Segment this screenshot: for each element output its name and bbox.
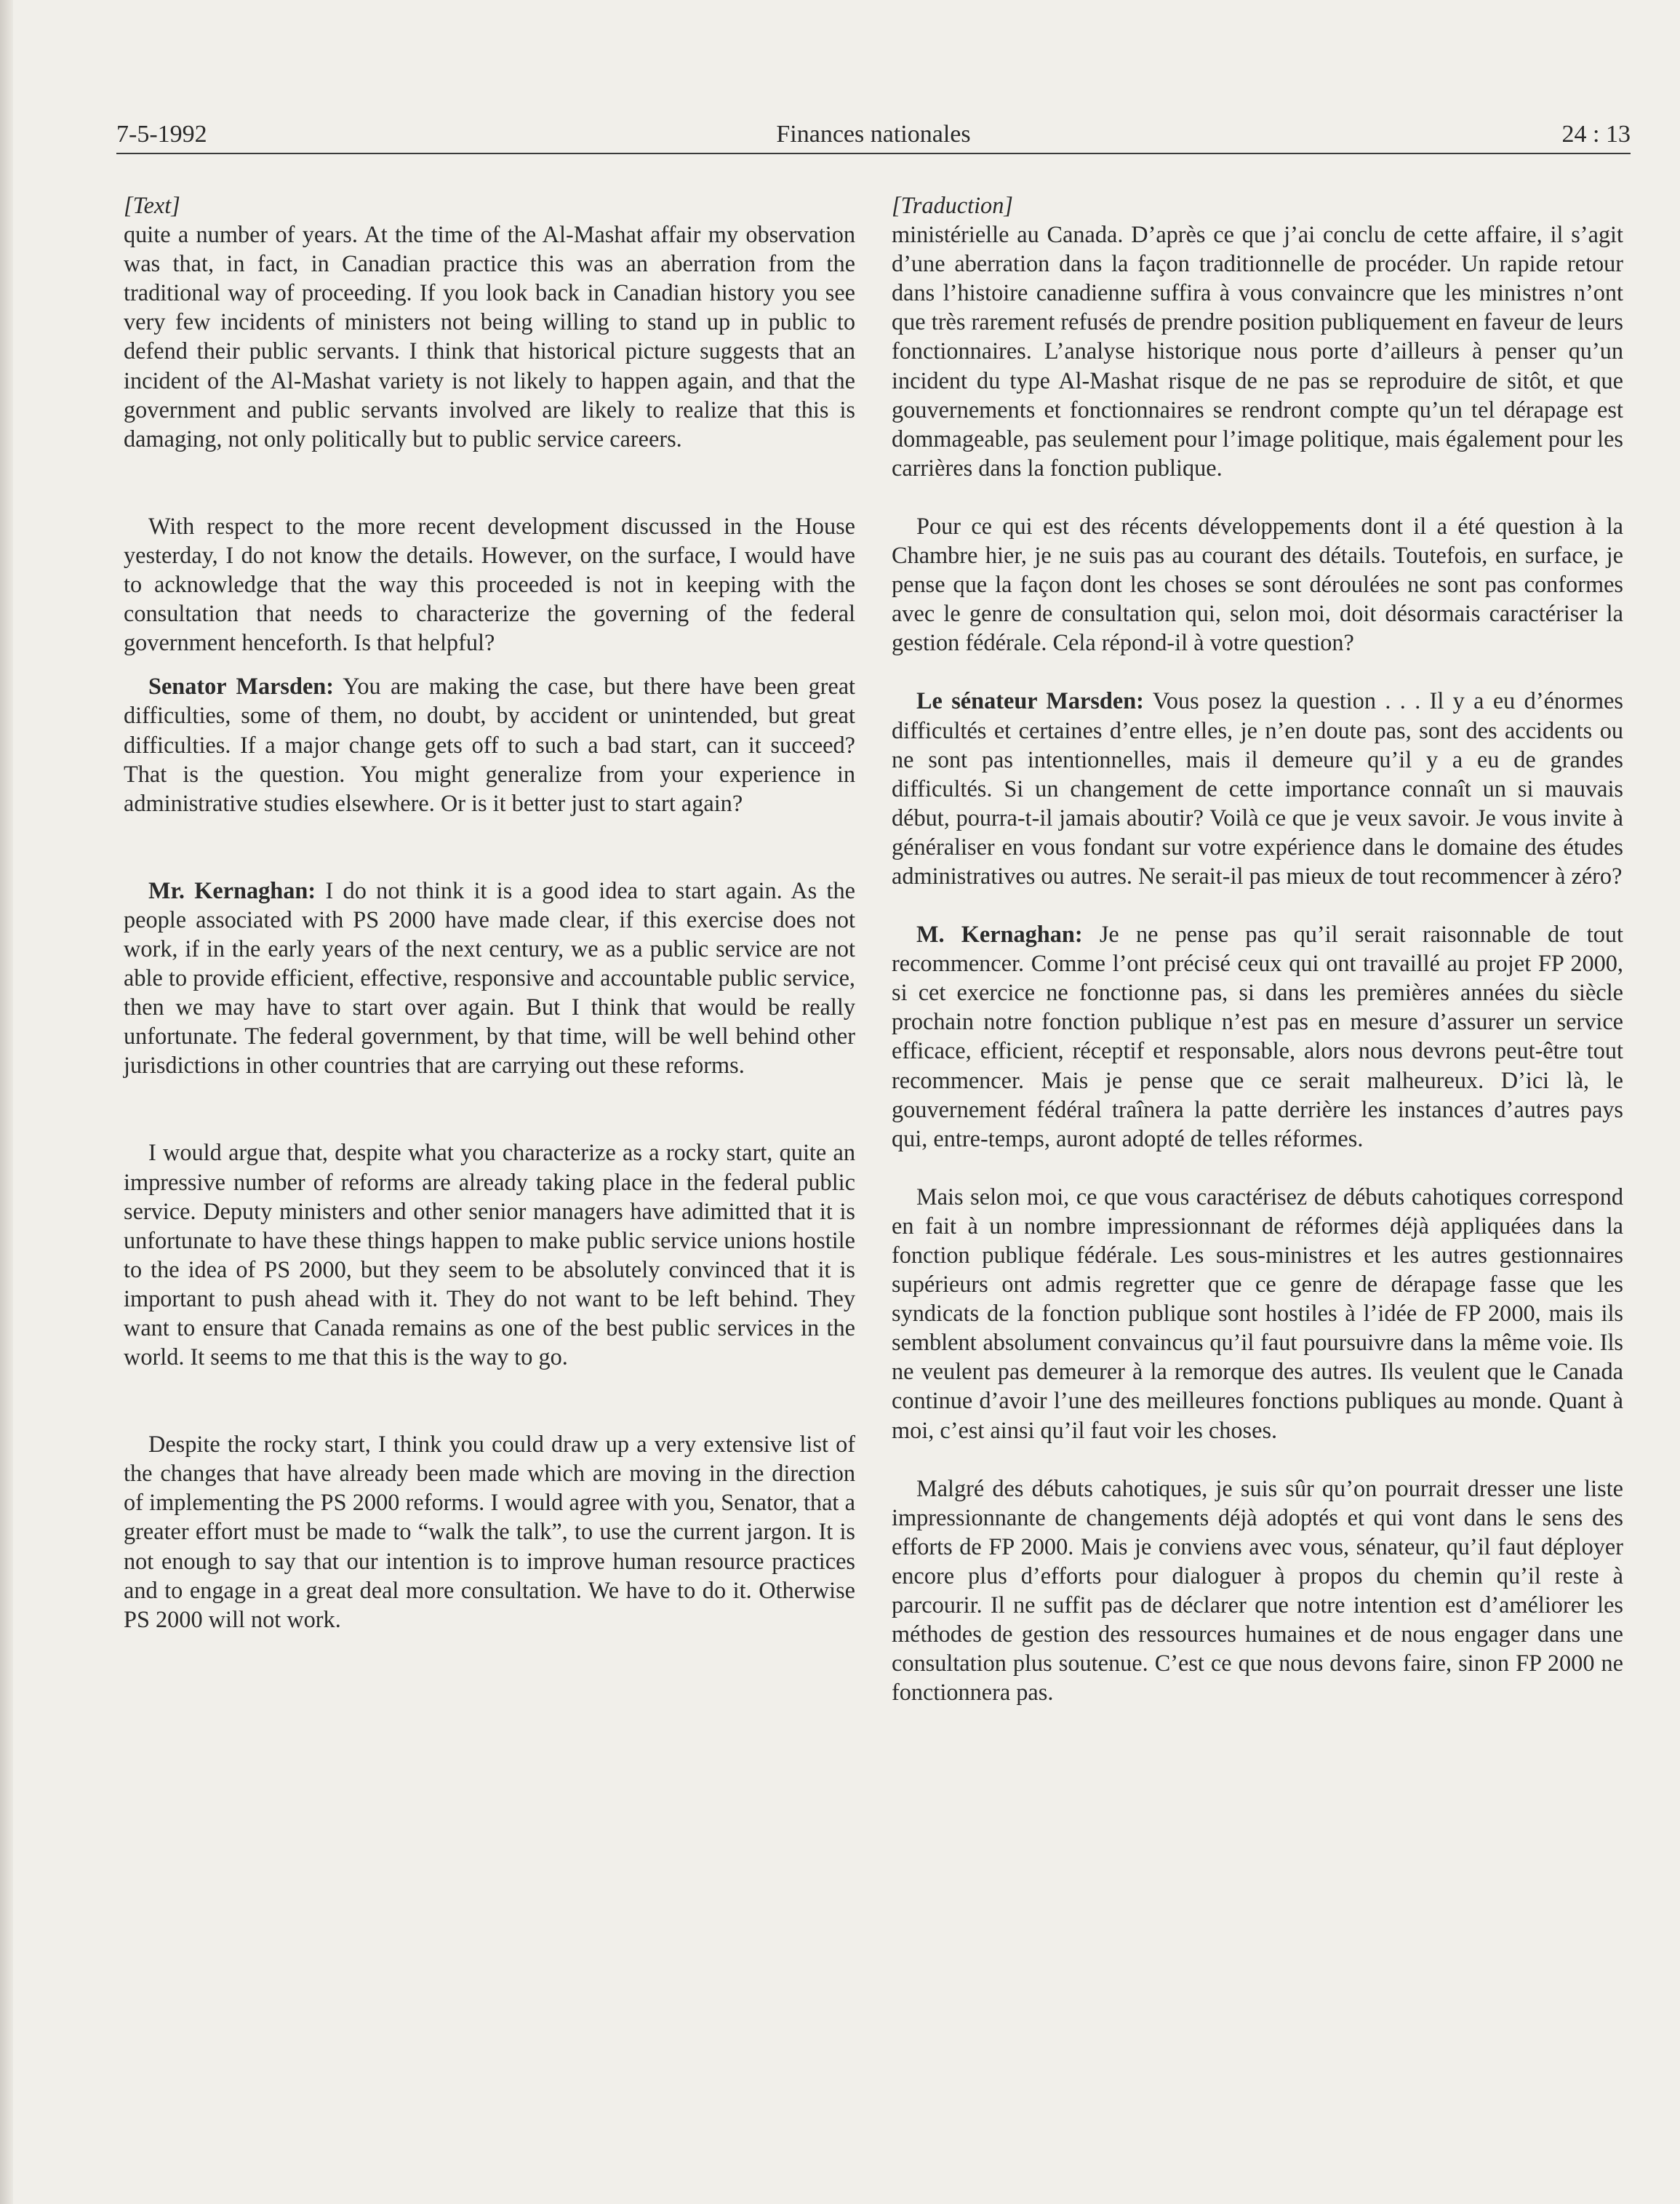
column-label-traduction: [Traduction] — [892, 192, 1013, 218]
paragraph: With respect to the more recent development discussed in the House yesterday, I do not know the details. However, on the surface, I would have to acknowledge that the way this proceeded is not in keeping with the consultation that needs to characterize the governing of the federal government henceforth. Is that helpful? — [124, 512, 855, 656]
paragraph: Despite the rocky start, I think you could draw up a very extensive list of the changes that have already been made which are moving in the direction of implementing the PS 2000 reforms. I would agree with you, Senator, that a greater effort must be made to “walk the talk”, to use the current jargon. It is not enough to say that our intention is to improve human resource practices and to engage in a great deal more consultation. We have to do it. Otherwise PS 2000 will not work. — [124, 1431, 855, 1632]
header-date: 7-5-1992 — [116, 121, 207, 148]
paragraph: quite a number of years. At the time of the Al-Mashat affair my observation was that, in fact, in Canadian practice this was an aberration from the traditional way of proceeding. If you look back in Canadian history you see very few incidents of ministers not being willing to stand up in public to defend their public servants. I think that historical picture suggests that an incident of the Al-Mashat variety is not likely to happen again, and that the government and public servants involved are likely to realize that this is damaging, not only politically but to public service careers. — [124, 221, 855, 452]
speaker-paragraph — [892, 686, 1623, 890]
paragraph: I would argue that, despite what you characterize as a rocky start, quite an impressive number of reforms are already taking place in the federal public service. Deputy ministers and other senior managers have adimitted that it is unfortunate to have these things happen to make public service unions hostile to the idea of PS 2000, but they seem to be absolutely convinced that it is important to push ahead with it. They do not want to be left behind. They want to ensure that Canada remains as one of the best public services in the world. It seems to me that this is the way to go. — [124, 1139, 855, 1370]
page-header — [116, 109, 1631, 154]
speaker-name: Senator Marsden: — [148, 673, 335, 700]
english-column — [124, 191, 855, 1634]
speaker-name: Le sénateur Marsden: — [916, 687, 1144, 714]
speech-text: You are making the case, but there have been great difficulties, some of them, no doubt, by accident or unintended, but great difficulties. If a major change gets off to such a bad start, can it succeed? That is the question. You might generalize from your experience in administrative studies elsewhere. Or is it better just to start again? — [124, 673, 856, 816]
paragraph: Mais selon moi, ce que vous caractérisez de débuts cahotiques correspond en fait à un nombre impressionnant de réformes déjà appliquées dans la fonction publique fédérale. Les sous-ministres et les autres gestionnaires supérieurs ont admis regretter que ce genre de dérapage fasse que les syndicats de la fonction publique sont hostiles à l’idée de FP 2000, mais ils semblent absolument convaincus qu’il faut poursuivre dans la même voie. Ils ne veulent pas demeurer à la remorque des autres. Ils veulent que le Canada continue d’avoir l’une des meilleures fonctions publiques au monde. Quant à moi, c’est ainsi qu’il faut voir les choses. — [892, 1183, 1623, 1443]
paragraph: Malgré des débuts cahotiques, je suis sûr qu’on pourrait dresser une liste impressionnante de changements déjà adoptés et qui vont dans le sens des efforts de FP 2000. Mais je conviens avec vous, sénateur, qu’il faut déployer encore plus d’efforts pour dialoguer à propos du chemin qu’il reste à parcourir. Il ne suffit pas de déclarer que notre intention est d’améliorer les méthodes de gestion des ressources humaines et de nous engager dans une consultation plus soutenue. C’est ce que nous devons faire, sinon FP 2000 ne fonctionnera pas. — [892, 1474, 1623, 1706]
column-label-text: [Text] — [124, 192, 180, 218]
speech-text: I do not think it is a good idea to start again. As the people associated with PS 2000 have made clear, if this exercise does not work, if in the early years of the next century, we as a public service are not able to provide efficient, effective, responsive and accountable public service, then we may have to start over again. But I think that would be really unfortunate. The federal government, by that time, will be well behind other jurisdictions in other countries that are carrying out these reforms. — [124, 877, 855, 1079]
header-title: Finances nationales — [776, 121, 971, 148]
header-page-number: 24 : 13 — [1561, 121, 1631, 148]
speaker-paragraph — [892, 919, 1623, 1153]
speaker-paragraph — [124, 876, 855, 1080]
speaker-paragraph — [124, 671, 855, 817]
french-column — [892, 191, 1623, 1706]
paragraph: ministérielle au Canada. D’après ce que j’ai conclu de cette affaire, il s’agit d’une aberration dans la façon traditionnelle de procéder. Un rapide retour dans l’histoire canadienne suffira à vous convaincre que les ministres n’ont que très rarement refusés de prendre position publiquement en faveur de leurs fonctionnaires. L’analyse historique nous porte d’ailleurs à penser qu’un incident du type Al-Mashat risque de ne pas se reproduire de sitôt, et que gouvernements et fonctionnaires se rendront compte qu’un tel dérapage est dommageable, pas seulement pour l’image politique, mais également pour les carrières dans la fonction publique. — [892, 221, 1623, 481]
speech-text: Vous posez la question . . . Il y a eu d’énormes difficultés et certaines d’entre elles, je n’en doute pas, sont des accidents ou ne sont pas intentionnelles, mais il demeure qu’il y a eu de grandes difficultés. Si un changement de cette importance connaît un si mauvais début, pourra-t-il jamais aboutir? Voilà ce que je veux savoir. Je vous invite à généraliser en vous fondant sur votre expérience dans le domaine des études administratives ou autres. Ne serait-il pas mieux de tout recommencer à zéro? — [892, 687, 1623, 889]
speaker-name: Mr. Kernaghan: — [148, 877, 316, 903]
speech-text: Je ne pense pas qu’il serait raisonnable de tout recommencer. Comme l’ont précisé ceux qui ont travaillé au projet FP 2000, si cet exercice ne fonctionne pas, si dans les premières années du siècle prochain notre fonction publique n’est pas en mesure d’assurer un service efficace, efficient, réceptif et responsable, alors nous devrons peut-être tout recommencer. Mais je pense que ce serait malheureux. D’ici là, le gouvernement fédéral traînera la patte derrière les instances d’autres pays qui, entre-temps, auront adopté de telles réformes. — [892, 921, 1623, 1151]
speaker-name: M. Kernaghan: — [916, 921, 1083, 948]
page-binding-shadow — [0, 0, 13, 2204]
paragraph: Pour ce qui est des récents développements dont il a été question à la Chambre hier, je ne suis pas au courant des détails. Toutefois, en surface, je pense que la façon dont les choses se sont déroulées ne sont pas conformes avec le genre de consultation qui, selon moi, doit désormais caractériser la gestion fédérale. Cela répond-il à votre question? — [892, 512, 1623, 656]
